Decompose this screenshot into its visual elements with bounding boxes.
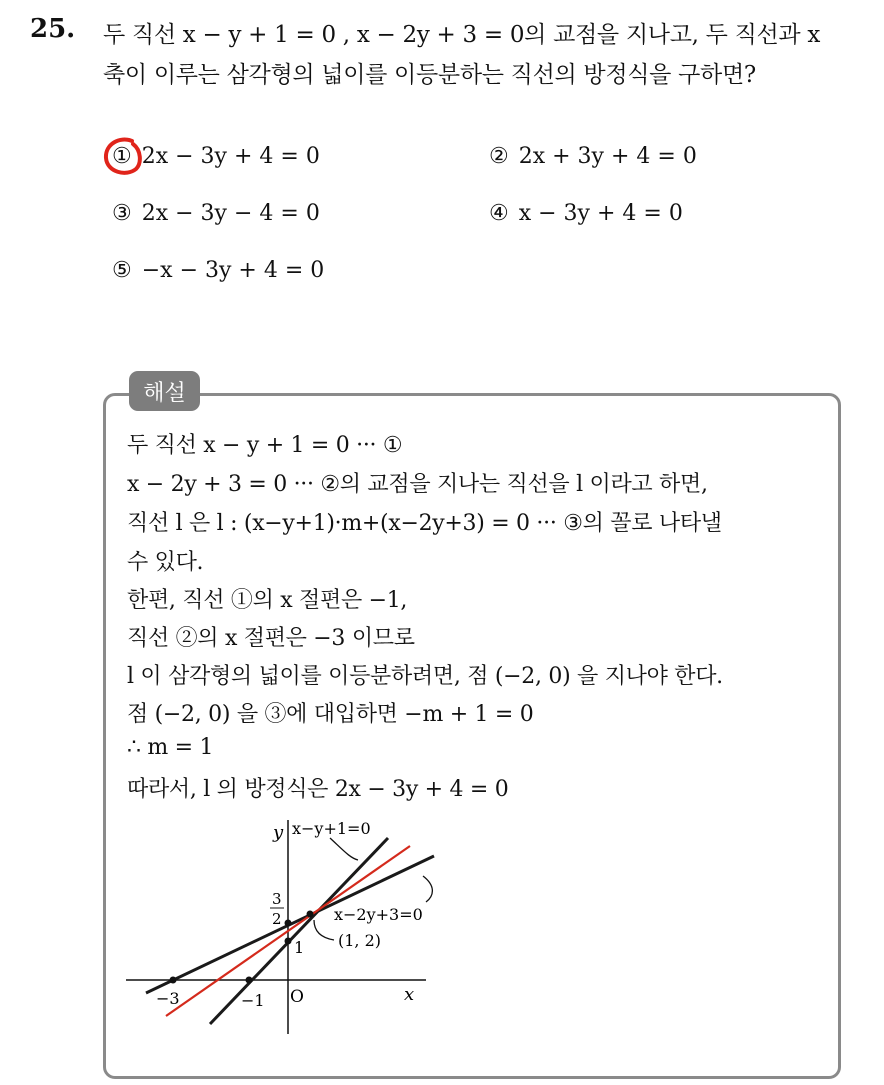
leader-line2 [423,876,432,902]
choice-2-mark: ② [489,144,509,169]
question-text-line-1: 두 직선 x − y + 1 = 0 , x − 2y + 3 = 0의 교점을 지나고, 두 직선과 x [103,22,821,48]
choice-4-mark: ④ [489,201,509,226]
point-label: (1, 2) [338,931,382,950]
solution-line: 따라서, l 의 방정식은 2x − 3y + 4 = 0 [127,777,509,802]
solution-line: 두 직선 x − y + 1 = 0 ··· ① [127,433,403,458]
choice-5-text: −x − 3y + 4 = 0 [141,258,325,283]
y-int-frac-den: 2 [272,910,282,928]
leader-line1 [330,838,358,860]
solution-graph [118,808,458,1034]
choice-3-text: 2x − 3y − 4 = 0 [141,201,320,226]
choice-2[interactable] [489,144,697,169]
line2-label: x−2y+3=0 [334,905,423,924]
choice-2-text: 2x + 3y + 4 = 0 [518,144,697,169]
point-minus-1 [246,977,253,984]
leader-point [314,920,334,940]
choice-4[interactable] [489,201,683,226]
x-int-minus-1: −1 [241,991,265,1010]
point-1-2 [307,911,314,918]
choice-1[interactable] [112,144,320,169]
x-axis-label: x [404,984,415,1005]
choice-5-mark: ⑤ [112,258,132,283]
x-int-minus-3: −3 [156,989,180,1008]
solution-line: l 이 삼각형의 넓이를 이등분하려면, 점 (−2, 0) 을 지나야 한다. [127,664,723,689]
y-int-frac-num: 3 [272,890,282,908]
origin-label: O [290,987,304,1007]
solution-line: 점 (−2, 0) 을 ③에 대입하면 −m + 1 = 0 [127,702,534,727]
solution-line: 직선 l 은 l : (x−y+1)·m+(x−2y+3) = 0 ··· ③의 꼴로 나타낼 [127,511,722,536]
solution-tag: 해설 [129,371,200,411]
choice-5[interactable] [112,258,324,283]
line1-label: x−y+1=0 [292,819,371,838]
solution-line: ∴ m = 1 [127,735,214,760]
y-axis-label: y [273,822,284,843]
choice-1-mark: ① [112,144,132,169]
solution-line: 직선 ②의 x 절편은 −3 이므로 [127,626,415,651]
choice-1-text: 2x − 3y + 4 = 0 [141,144,320,169]
choice-3-mark: ③ [112,201,132,226]
choice-3[interactable] [112,201,320,226]
solution-line: 수 있다. [127,550,204,575]
solution-line: 한편, 직선 ①의 x 절편은 −1, [127,588,408,613]
question-number: 25. [30,14,76,44]
solution-line: x − 2y + 3 = 0 ··· ②의 교점을 지나는 직선을 l 이라고 하면, [127,472,708,497]
point-y-3-2 [285,920,292,927]
choice-4-text: x − 3y + 4 = 0 [518,201,683,226]
question-text-line-2: 축이 이루는 삼각형의 넓이를 이등분하는 직선의 방정식을 구하면? [103,62,756,88]
y-int-1: 1 [294,938,305,957]
point-minus-3 [170,977,177,984]
point-y-1 [285,938,292,945]
